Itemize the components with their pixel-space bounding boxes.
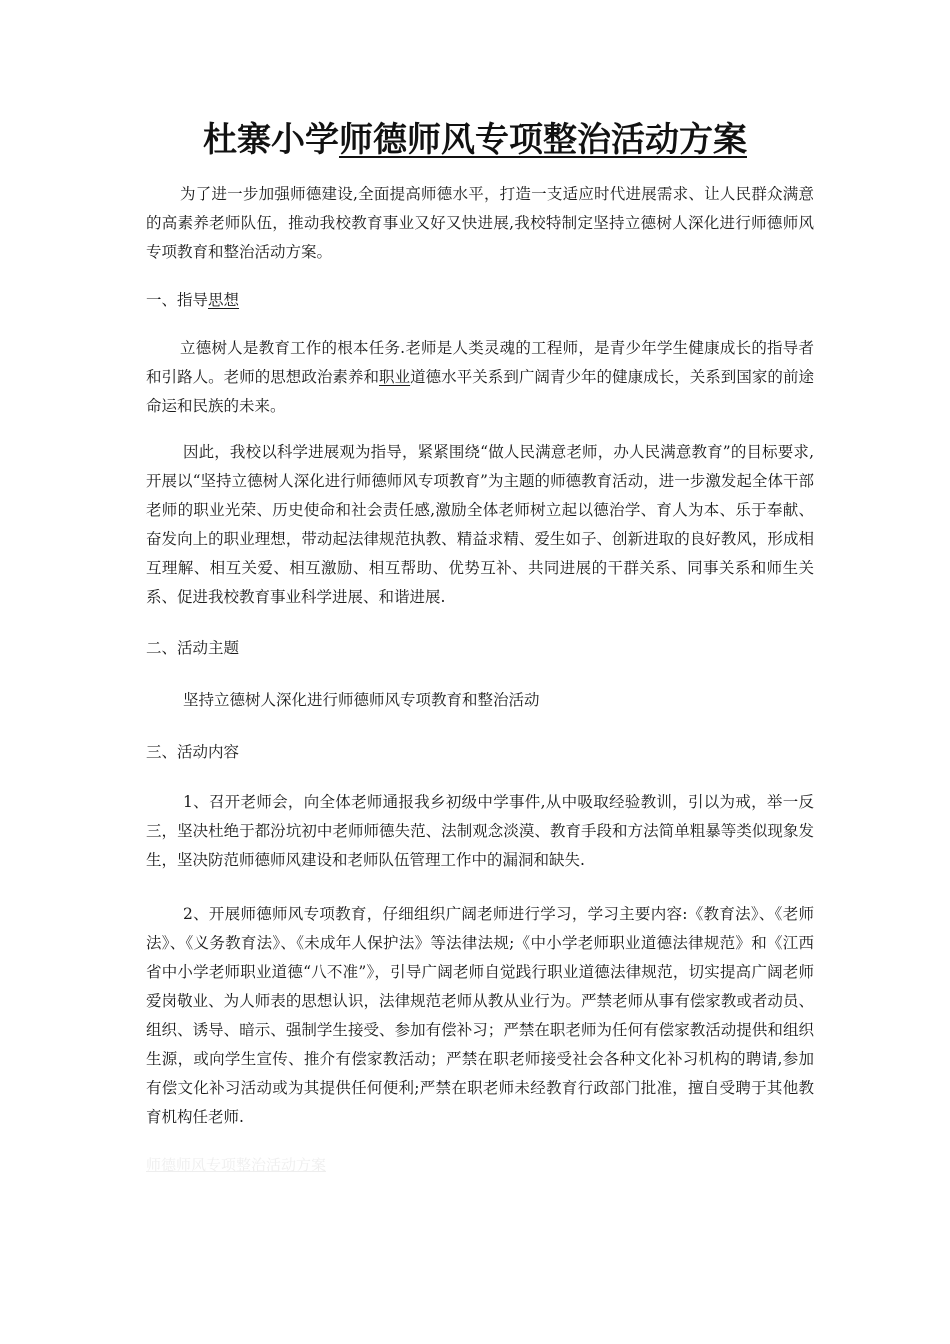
section1-heading-prefix: 一、指导 bbox=[146, 291, 209, 309]
title-plain: 杜寨小学 bbox=[203, 120, 339, 160]
section1-p1-text-a: 立德树人是教育工作的根本任务.老师是人类灵魂的工程师，是青少年学生健康成长的指导者和引路人。老师的思想政治素养和 bbox=[146, 339, 814, 386]
section1-p1-text-b: 道德水平关系到广阔青少年的健康成长，关系到国家的前途命运和民族的未来。 bbox=[146, 368, 814, 415]
section2-heading: 二、活动主题 bbox=[146, 639, 240, 657]
section1-paragraph-1 bbox=[146, 334, 814, 421]
section1-paragraph-2: 因此，我校以科学进展观为指导，紧紧围绕“做人民满意老师，办人民满意教育”的目标要求,开展以“坚持立德树人深化进行师德师风专项教育”为主题的师德教育活动，进一步激发起全体干部老师的职业光荣、历史使命和社会责任感,激励全体老师树立起以德治学、育人为本、乐于奉献、奋发向上的职业理想，带动起法律规范执教、精益求精、爱生如子、创新进取的良好教风，形成相互理解、相互关爱、相互激励、相互帮助、优势互补、共同进展的干群关系、同事关系和师生关系、促进我校教育事业科学进展、和谐进展. bbox=[146, 443, 814, 606]
section1-p1-underlined: 职业 bbox=[379, 368, 411, 386]
section3-item-1: 1、召开老师会，向全体老师通报我乡初级中学事件,从中吸取经验教训，引以为戒，举一反三，坚决杜绝于都汾坑初中老师师德失范、法制观念淡漠、教育手段和方法简单粗暴等类似现象发生，坚决防范师德师风建设和老师队伍管理工作中的漏洞和缺失. bbox=[146, 793, 814, 869]
section3-item-2: 2、开展师德师风专项教育，仔细组织广阔老师进行学习，学习主要内容:《教育法》、《老师法》、《义务教育法》、《未成年人保护法》等法律法规;《中小学老师职业道德法律规范》和《江西省中小学老师职业道德“八不准”》，引导广阔老师自觉践行职业道德法律规范，切实提高广阔老师爱岗敬业、为人师表的思想认识，法律规范老师从教从业行为。严禁老师从事有偿家教或者动员、组织、诱导、暗示、强制学生接受、参加有偿补习；严禁在职老师为任何有偿家教活动提供和组织生源，或向学生宣传、推介有偿家教活动；严禁在职老师接受社会各种文化补习机构的聘请,参加有偿文化补习活动或为其提供任何便利;严禁在职老师未经教育行政部门批准，擅自受聘于其他教育机构任老师. bbox=[146, 905, 814, 1126]
section1-heading-link: 思想 bbox=[208, 291, 240, 309]
intro-paragraph: 为了进一步加强师德建设,全面提高师德水平，打造一支适应时代进展需求、让人民群众满意的高素养老师队伍，推动我校教育事业又好又快进展,我校特制定坚持立德树人深化进行师德师风专项教育和整治活动方案。 bbox=[146, 185, 814, 261]
section1-heading bbox=[146, 286, 239, 315]
document-title bbox=[0, 114, 950, 166]
section2-body: 坚持立德树人深化进行师德师风专项教育和整治活动 bbox=[183, 691, 540, 709]
section3-heading: 三、活动内容 bbox=[146, 743, 240, 761]
title-underlined: 师德师风专项整治活动方案 bbox=[339, 120, 747, 160]
faint-footer-text: 师德师风专项整治活动方案 bbox=[146, 1156, 327, 1174]
